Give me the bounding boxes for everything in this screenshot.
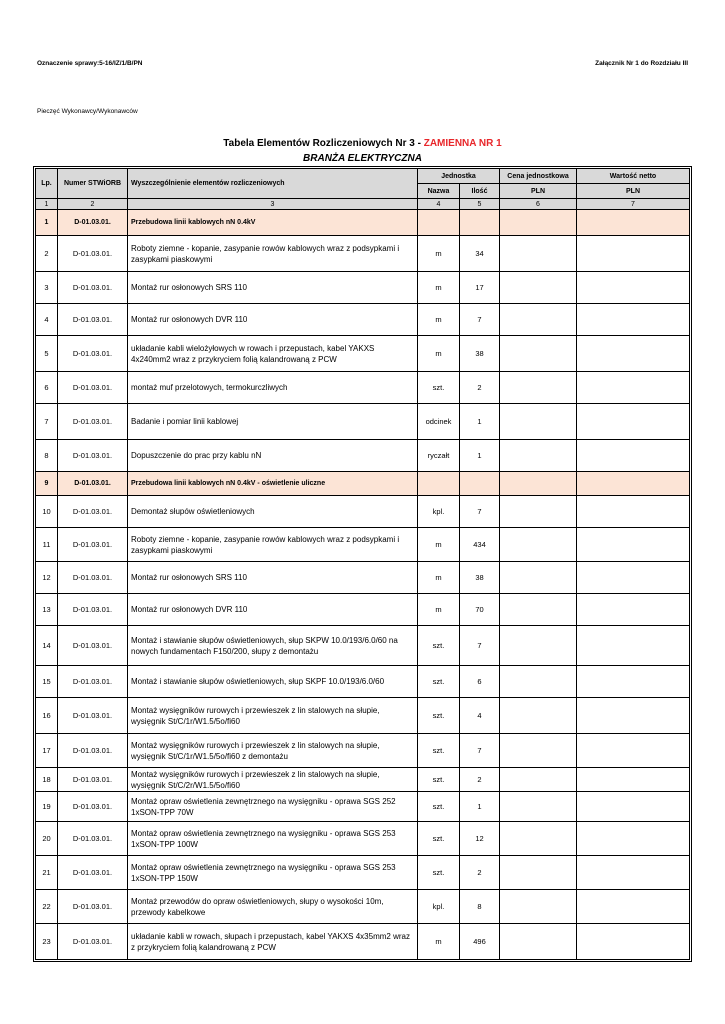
table-row — [36, 336, 690, 372]
row-unit: m — [418, 236, 460, 272]
row-net-value[interactable] — [577, 890, 690, 924]
column-number: 3 — [128, 199, 418, 210]
row-description: Montaż rur osłonowych DVR 110 — [128, 594, 418, 626]
table-row — [36, 890, 690, 924]
row-number: 4 — [36, 304, 58, 336]
elements-table — [35, 168, 690, 960]
col-header-nazwa: Nazwa — [418, 184, 460, 199]
row-code: D-01.03.01. — [58, 698, 128, 734]
row-number: 5 — [36, 336, 58, 372]
row-code: D-01.03.01. — [58, 236, 128, 272]
table-row — [36, 272, 690, 304]
row-code: D-01.03.01. — [58, 336, 128, 372]
row-net-value[interactable] — [577, 822, 690, 856]
table-row — [36, 734, 690, 768]
row-description: Montaż opraw oświetlenia zewnętrznego na wysięgniku - oprawa SGS 253 1xSON-TPP 100W — [128, 822, 418, 856]
row-unit-price[interactable] — [500, 734, 577, 768]
row-quantity: 7 — [460, 626, 500, 666]
row-net-value[interactable] — [577, 856, 690, 890]
table-row — [36, 792, 690, 822]
row-unit-price[interactable] — [500, 272, 577, 304]
row-quantity: 1 — [460, 404, 500, 440]
table-row — [36, 440, 690, 472]
row-unit: m — [418, 594, 460, 626]
row-unit: szt. — [418, 768, 460, 792]
row-unit-price[interactable] — [500, 336, 577, 372]
row-net-value[interactable] — [577, 768, 690, 792]
row-code: D-01.03.01. — [58, 792, 128, 822]
row-unit: m — [418, 272, 460, 304]
table-row — [36, 666, 690, 698]
row-net-value[interactable] — [577, 372, 690, 404]
row-unit-price[interactable] — [500, 236, 577, 272]
row-unit-price[interactable] — [500, 890, 577, 924]
row-description: Montaż przewodów do opraw oświetleniowych, słupy o wysokości 10m, przewody kabelkowe — [128, 890, 418, 924]
table-row — [36, 528, 690, 562]
row-unit-price[interactable] — [500, 698, 577, 734]
table-row — [36, 594, 690, 626]
row-code: D-01.03.01. — [58, 594, 128, 626]
contractor-stamp-label: Pieczęć Wykonawcy/Wykonawców — [37, 108, 138, 115]
row-code: D-01.03.01. — [58, 496, 128, 528]
row-unit-price[interactable] — [500, 528, 577, 562]
row-unit: szt. — [418, 372, 460, 404]
row-unit — [418, 472, 460, 496]
row-unit: szt. — [418, 666, 460, 698]
row-net-value[interactable] — [577, 236, 690, 272]
table-row — [36, 404, 690, 440]
row-number: 3 — [36, 272, 58, 304]
row-code: D-01.03.01. — [58, 472, 128, 496]
row-number: 8 — [36, 440, 58, 472]
row-quantity: 7 — [460, 496, 500, 528]
row-number: 13 — [36, 594, 58, 626]
row-description: Montaż opraw oświetlenia zewnętrznego na wysięgniku - oprawa SGS 253 1xSON-TPP 150W — [128, 856, 418, 890]
table-row — [36, 304, 690, 336]
row-number: 16 — [36, 698, 58, 734]
attachment-reference: Załącznik Nr 1 do Rozdziału III — [595, 60, 688, 67]
row-unit-price[interactable] — [500, 924, 577, 960]
case-reference: Oznaczenie sprawy:5-16/IZ/1/B/PN — [37, 60, 143, 67]
table-row — [36, 626, 690, 666]
row-quantity: 434 — [460, 528, 500, 562]
row-net-value[interactable] — [577, 472, 690, 496]
row-number: 18 — [36, 768, 58, 792]
row-code: D-01.03.01. — [58, 734, 128, 768]
row-unit — [418, 210, 460, 236]
col-header-ilosc: Ilość — [460, 184, 500, 199]
row-unit: szt. — [418, 822, 460, 856]
row-code: D-01.03.01. — [58, 272, 128, 304]
row-net-value[interactable] — [577, 304, 690, 336]
table-row — [36, 496, 690, 528]
col-header-cena: Cena jednostkowa — [500, 169, 577, 184]
column-number: 7 — [577, 199, 690, 210]
row-unit: m — [418, 528, 460, 562]
table-row — [36, 822, 690, 856]
row-unit: szt. — [418, 734, 460, 768]
row-net-value[interactable] — [577, 666, 690, 698]
row-unit: szt. — [418, 626, 460, 666]
row-unit-price[interactable] — [500, 440, 577, 472]
row-net-value[interactable] — [577, 734, 690, 768]
row-unit: szt. — [418, 698, 460, 734]
row-unit-price[interactable] — [500, 562, 577, 594]
row-description: Przebudowa linii kablowych nN 0.4kV — [128, 210, 418, 236]
row-unit: m — [418, 304, 460, 336]
row-unit: ryczałt — [418, 440, 460, 472]
row-unit-price[interactable] — [500, 594, 577, 626]
row-quantity: 1 — [460, 440, 500, 472]
row-code: D-01.03.01. — [58, 822, 128, 856]
row-number: 12 — [36, 562, 58, 594]
row-net-value[interactable] — [577, 440, 690, 472]
row-unit: szt. — [418, 792, 460, 822]
row-code: D-01.03.01. — [58, 666, 128, 698]
row-unit-price[interactable] — [500, 496, 577, 528]
row-unit: odcinek — [418, 404, 460, 440]
row-unit: kpl. — [418, 890, 460, 924]
row-unit: m — [418, 924, 460, 960]
row-quantity: 34 — [460, 236, 500, 272]
row-quantity: 38 — [460, 562, 500, 594]
row-unit-price[interactable] — [500, 372, 577, 404]
row-code: D-01.03.01. — [58, 210, 128, 236]
row-number: 19 — [36, 792, 58, 822]
row-net-value[interactable] — [577, 626, 690, 666]
row-net-value[interactable] — [577, 698, 690, 734]
row-code: D-01.03.01. — [58, 440, 128, 472]
row-unit-price[interactable] — [500, 856, 577, 890]
row-number: 22 — [36, 890, 58, 924]
row-unit: kpl. — [418, 496, 460, 528]
col-header-jednostka: Jednostka — [418, 169, 500, 184]
col-header-wartosc: Wartość netto — [577, 169, 690, 184]
row-number: 6 — [36, 372, 58, 404]
row-unit-price[interactable] — [500, 626, 577, 666]
row-description: Dopuszczenie do prac przy kablu nN — [128, 440, 418, 472]
row-net-value[interactable] — [577, 210, 690, 236]
row-net-value[interactable] — [577, 404, 690, 440]
row-number: 23 — [36, 924, 58, 960]
row-unit: m — [418, 562, 460, 594]
row-quantity: 38 — [460, 336, 500, 372]
title-main: Tabela Elementów Rozliczeniowych Nr 3 - — [223, 138, 424, 149]
section-row — [36, 210, 690, 236]
row-code: D-01.03.01. — [58, 626, 128, 666]
row-description: Montaż rur osłonowych DVR 110 — [128, 304, 418, 336]
row-number: 17 — [36, 734, 58, 768]
row-unit-price[interactable] — [500, 822, 577, 856]
row-number: 10 — [36, 496, 58, 528]
column-number: 2 — [58, 199, 128, 210]
table-row — [36, 856, 690, 890]
row-number: 21 — [36, 856, 58, 890]
row-number: 1 — [36, 210, 58, 236]
row-description: układanie kabli w rowach, słupach i przepustach, kabel YAKXS 4x35mm2 wraz z przykryciem folią kalandrowaną z PCW — [128, 924, 418, 960]
row-quantity: 8 — [460, 890, 500, 924]
section-row — [36, 472, 690, 496]
row-unit-price[interactable] — [500, 304, 577, 336]
row-number: 11 — [36, 528, 58, 562]
row-net-value[interactable] — [577, 336, 690, 372]
column-number-row — [36, 199, 690, 210]
row-code: D-01.03.01. — [58, 304, 128, 336]
row-code: D-01.03.01. — [58, 890, 128, 924]
row-code: D-01.03.01. — [58, 372, 128, 404]
row-quantity: 1 — [460, 792, 500, 822]
row-net-value[interactable] — [577, 528, 690, 562]
col-header-opis: Wyszczególnienie elementów rozliczeniowych — [128, 169, 418, 199]
table-row — [36, 372, 690, 404]
row-unit-price[interactable] — [500, 666, 577, 698]
row-unit-price[interactable] — [500, 792, 577, 822]
row-number: 7 — [36, 404, 58, 440]
row-quantity: 2 — [460, 856, 500, 890]
row-quantity — [460, 472, 500, 496]
row-quantity: 6 — [460, 666, 500, 698]
row-unit-price[interactable] — [500, 404, 577, 440]
row-net-value[interactable] — [577, 562, 690, 594]
row-description: Montaż wysięgników rurowych i przewieszek z lin stalowych na słupie, wysięgnik St/C/2r/W1.5/5o/fi60 — [128, 768, 418, 792]
row-description: Montaż i stawianie słupów oświetleniowych, słup SKPW 10.0/193/6.0/60 na nowych fundamentach F150/200, słupy z demontażu — [128, 626, 418, 666]
col-header-pln-cena: PLN — [500, 184, 577, 199]
row-description: Montaż opraw oświetlenia zewnętrznego na wysięgniku - oprawa SGS 252 1xSON-TPP 70W — [128, 792, 418, 822]
row-code: D-01.03.01. — [58, 404, 128, 440]
row-net-value[interactable] — [577, 594, 690, 626]
row-code: D-01.03.01. — [58, 562, 128, 594]
row-unit-price[interactable] — [500, 210, 577, 236]
row-unit-price[interactable] — [500, 768, 577, 792]
column-number: 6 — [500, 199, 577, 210]
row-description: Demontaż słupów oświetleniowych — [128, 496, 418, 528]
row-description: Badanie i pomiar linii kablowej — [128, 404, 418, 440]
row-description: Montaż wysięgników rurowych i przewieszek z lin stalowych na słupie, wysięgnik St/C/1r/W1.5/5o/fi60 z demontażu — [128, 734, 418, 768]
row-number: 20 — [36, 822, 58, 856]
row-net-value[interactable] — [577, 272, 690, 304]
row-unit: m — [418, 336, 460, 372]
row-code: D-01.03.01. — [58, 768, 128, 792]
row-net-value[interactable] — [577, 792, 690, 822]
row-description: montaż muf przelotowych, termokurczliwych — [128, 372, 418, 404]
row-description: Roboty ziemne - kopanie, zasypanie rowów kablowych wraz z podsypkami i zasypkami piaskowymi — [128, 528, 418, 562]
page-title — [0, 138, 725, 149]
table-row — [36, 236, 690, 272]
row-quantity: 70 — [460, 594, 500, 626]
row-quantity: 2 — [460, 372, 500, 404]
col-header-pln-wartosc: PLN — [577, 184, 690, 199]
row-quantity: 12 — [460, 822, 500, 856]
row-description: Przebudowa linii kablowych nN 0.4kV - oświetlenie uliczne — [128, 472, 418, 496]
row-quantity: 7 — [460, 734, 500, 768]
row-description: Montaż wysięgników rurowych i przewieszek z lin stalowych na słupie, wysięgnik St/C/1r/W1.5/5o/fi60 — [128, 698, 418, 734]
table-row — [36, 698, 690, 734]
row-code: D-01.03.01. — [58, 856, 128, 890]
row-description: Montaż rur osłonowych SRS 110 — [128, 562, 418, 594]
row-quantity: 7 — [460, 304, 500, 336]
row-number: 14 — [36, 626, 58, 666]
col-header-lp: Lp. — [36, 169, 58, 199]
row-description: Montaż i stawianie słupów oświetleniowych, słup SKPF 10.0/193/6.0/60 — [128, 666, 418, 698]
row-unit-price[interactable] — [500, 472, 577, 496]
row-description: Montaż rur osłonowych SRS 110 — [128, 272, 418, 304]
row-net-value[interactable] — [577, 496, 690, 528]
row-quantity — [460, 210, 500, 236]
row-net-value[interactable] — [577, 924, 690, 960]
row-code: D-01.03.01. — [58, 924, 128, 960]
row-quantity: 17 — [460, 272, 500, 304]
row-number: 9 — [36, 472, 58, 496]
column-number: 1 — [36, 199, 58, 210]
row-description: Roboty ziemne - kopanie, zasypanie rowów kablowych wraz z podsypkami i zasypkami piaskowymi — [128, 236, 418, 272]
page-subtitle: BRANŻA ELEKTRYCZNA — [303, 153, 422, 164]
title-highlight: ZAMIENNA NR 1 — [423, 138, 502, 149]
row-number: 2 — [36, 236, 58, 272]
row-quantity: 4 — [460, 698, 500, 734]
row-unit: szt. — [418, 856, 460, 890]
col-header-numer: Numer STWiORB — [58, 169, 128, 199]
row-quantity: 496 — [460, 924, 500, 960]
row-code: D-01.03.01. — [58, 528, 128, 562]
row-quantity: 2 — [460, 768, 500, 792]
row-description: układanie kabli wielożyłowych w rowach i przepustach, kabel YAKXS 4x240mm2 wraz z przykryciem folią kalandrowaną z PCW — [128, 336, 418, 372]
row-number: 15 — [36, 666, 58, 698]
table-row — [36, 562, 690, 594]
table-row — [36, 924, 690, 960]
table-row — [36, 768, 690, 792]
column-number: 4 — [418, 199, 460, 210]
column-number: 5 — [460, 199, 500, 210]
